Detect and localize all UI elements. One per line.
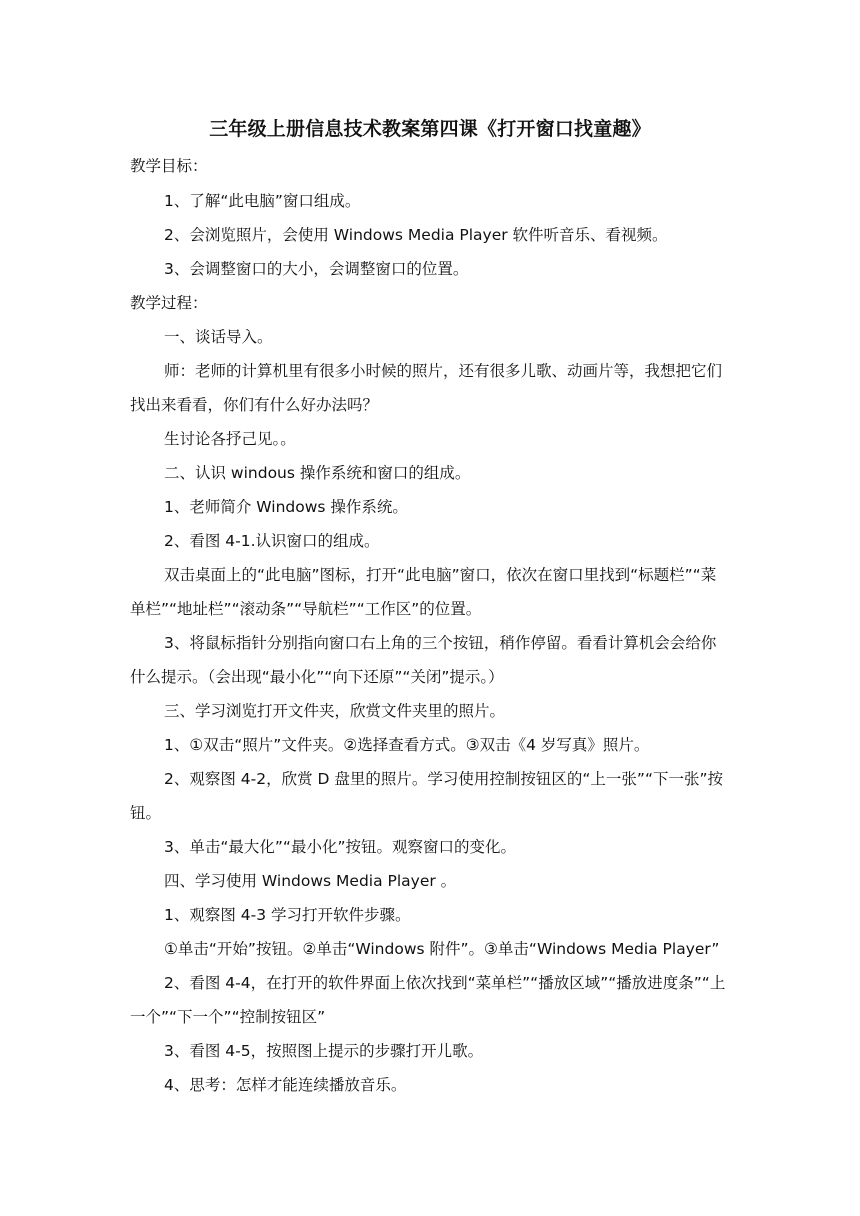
step-2-item-2: 2、看图 4-1.认识窗口的组成。 [164,532,380,550]
step-3-item-3: 3、单击“最大化”“最小化”按钮。观察窗口的变化。 [164,838,516,856]
goal-item-3: 3、会调整窗口的大小，会调整窗口的位置。 [164,260,469,278]
paragraph-window-parts: 双击桌面上的“此电脑”图标，打开“此电脑”窗口，依次在窗口里找到“标题栏”“菜单栏”“地址栏”“滚动条”“导航栏”“工作区”的位置。 [130,566,717,618]
goal-item-2: 2、会浏览照片，会使用 Windows Media Player 软件听音乐、看视频。 [164,226,668,244]
step-4-item-3: 3、看图 4-5，按照图上提示的步骤打开儿歌。 [164,1042,484,1060]
section-heading-process: 教学过程： [130,294,208,312]
step-heading-3: 三、学习浏览打开文件夹，欣赏文件夹里的照片。 [164,702,506,720]
step-4-item-1: 1、观察图 4-3 学习打开软件步骤。 [164,906,411,924]
document-title: 三年级上册信息技术教案第四课《打开窗口找童趣》 [209,118,651,140]
paragraph-teacher-intro: 师：老师的计算机里有很多小时候的照片，还有很多儿歌、动画片等，我想把它们找出来看看，你们有什么好办法吗？ [130,362,723,414]
paragraph-window-buttons: 3、将鼠标指针分别指向窗口右上角的三个按钮，稍作停留。看看计算机会会给你什么提示。（会出现“最小化”“向下还原”“关闭”提示。） [130,634,717,686]
goal-item-1: 1、了解“此电脑”窗口组成。 [164,192,361,210]
step-3-item-1: 1、①双击“照片”文件夹。②选择查看方式。③双击《4 岁写真》照片。 [164,736,650,754]
step-4-item-4: 4、思考：怎样才能连续播放音乐。 [164,1076,407,1094]
step-4-instructions: ①单击“开始”按钮。②单击“Windows 附件”。③单击“Windows Media Player” [164,940,720,958]
step-heading-2: 二、认识 windous 操作系统和窗口的组成。 [164,464,471,482]
step-heading-1: 一、谈话导入。 [164,328,273,346]
section-heading-goals: 教学目标： [130,157,208,175]
step-4-item-2: 2、看图 4-4，在打开的软件界面上依次找到“菜单栏”“播放区域”“播放进度条”“上一个”“下一个”“控制按钮区” [130,974,726,1026]
step-2-item-1: 1、老师简介 Windows 操作系统。 [164,498,408,516]
paragraph-student-discussion: 生讨论各抒己见。。 [164,430,296,448]
step-heading-4: 四、学习使用 Windows Media Player 。 [164,872,457,890]
step-3-item-2: 2、观察图 4-2，欣赏 D 盘里的照片。学习使用控制按钮区的“上一张”“下一张”按钮。 [130,770,724,822]
